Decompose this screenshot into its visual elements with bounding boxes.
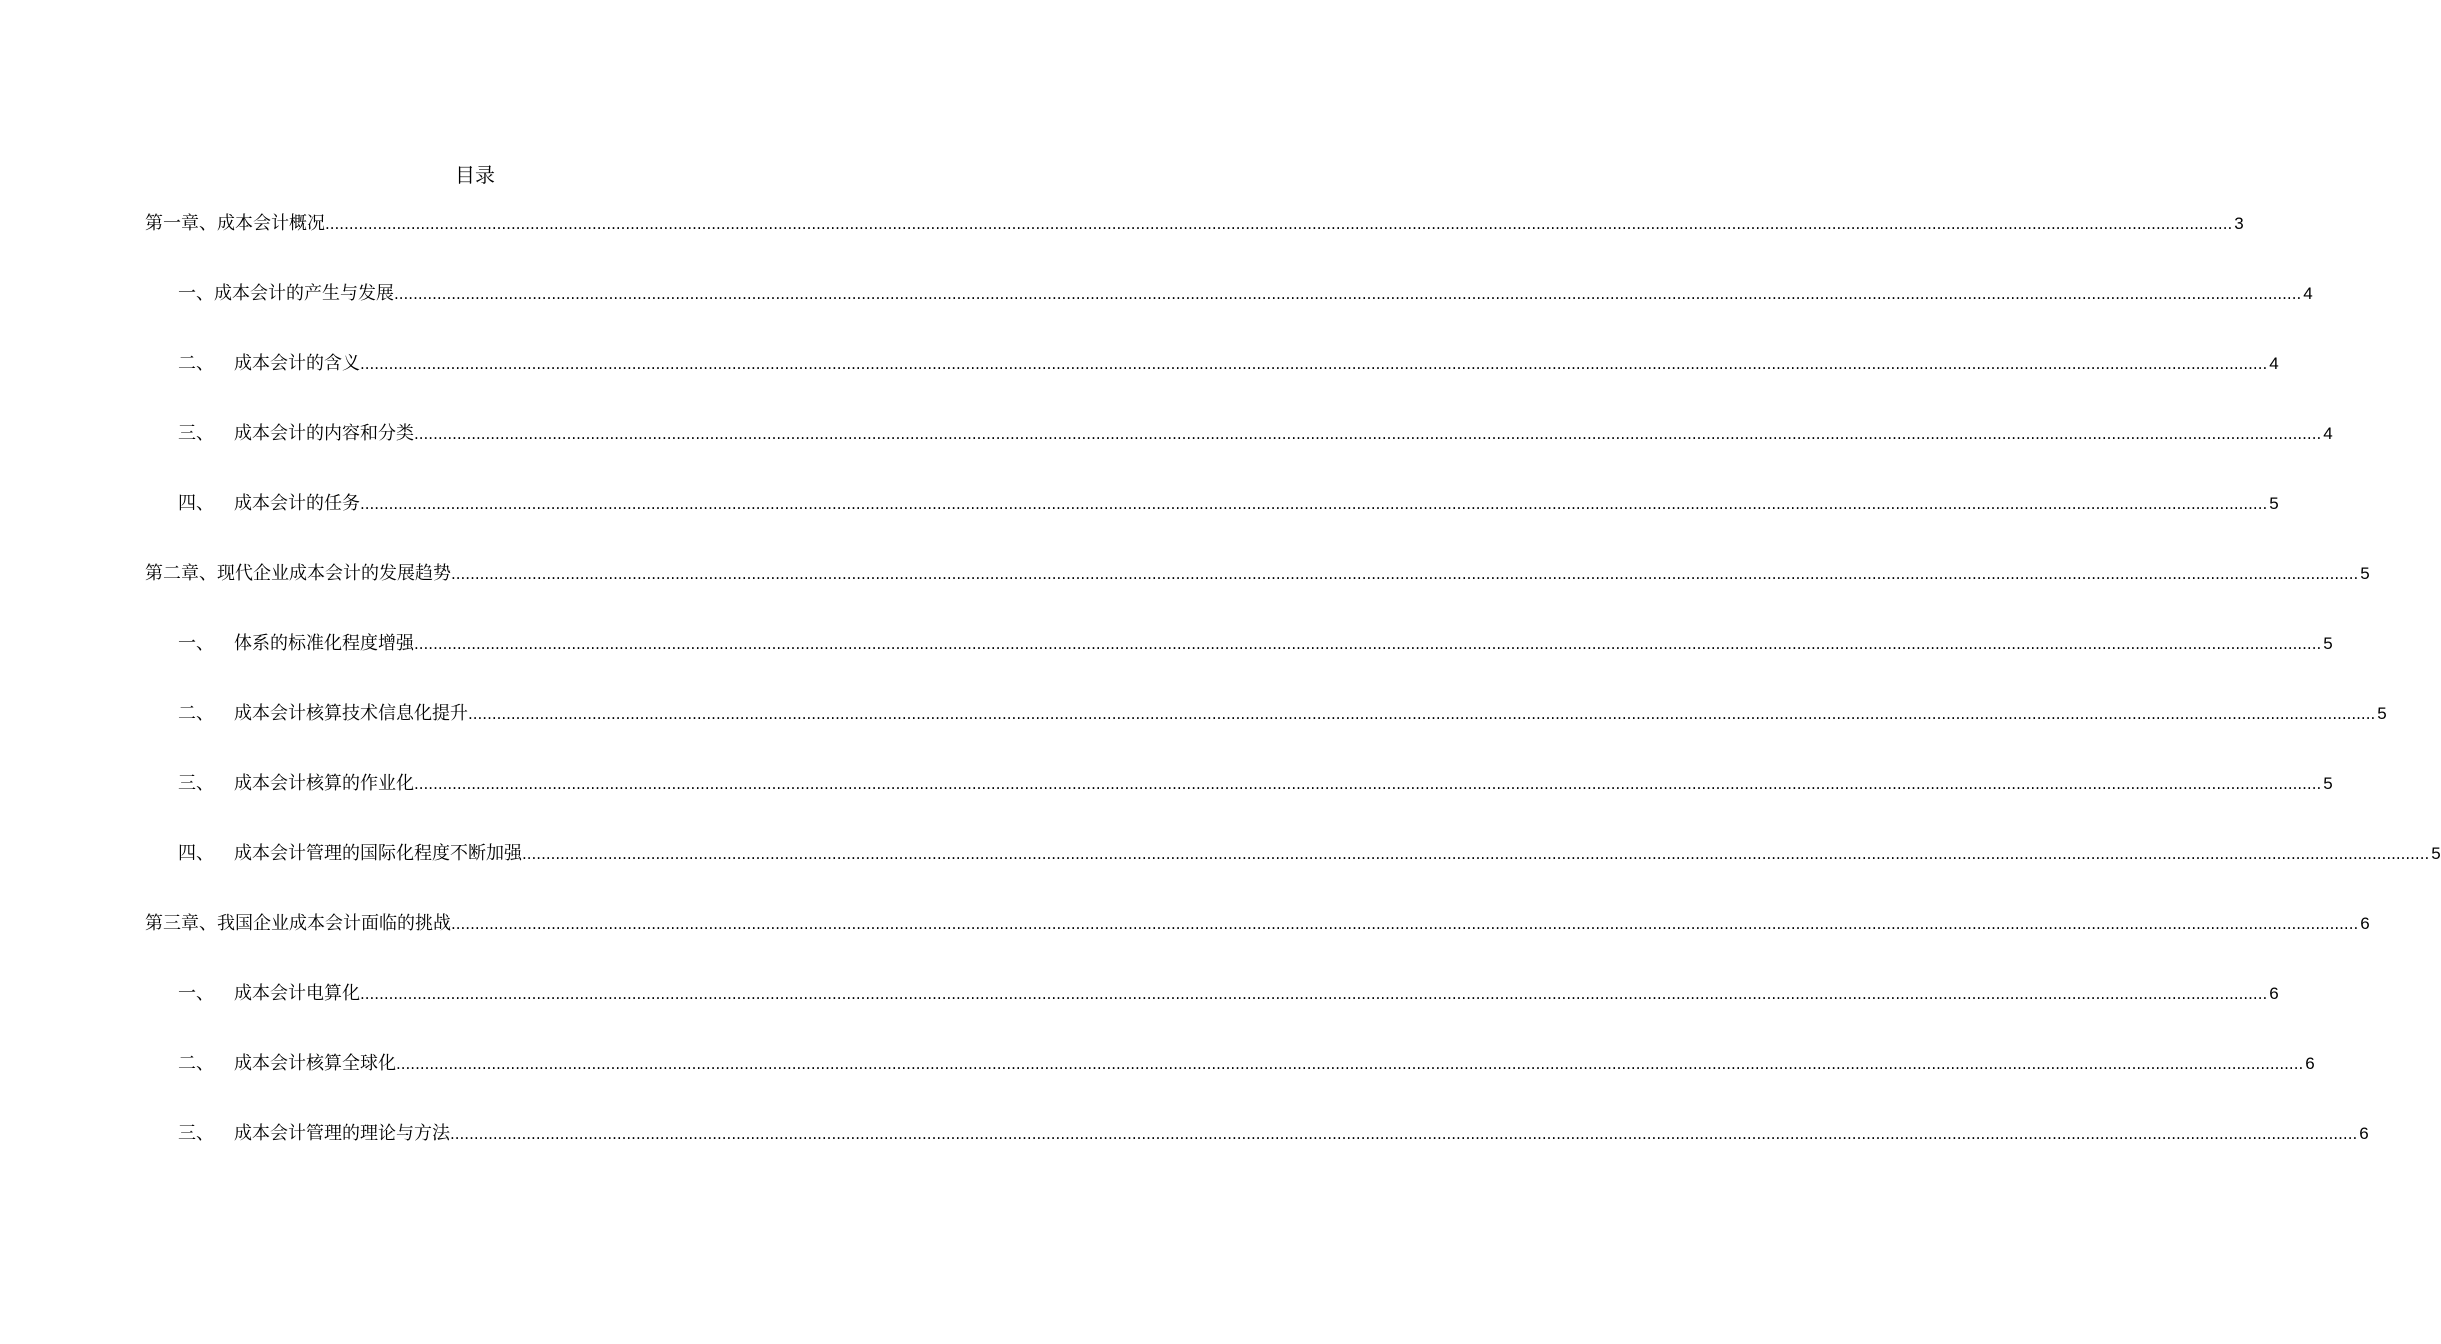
toc-entry-page-number: 5	[2360, 564, 2370, 583]
toc-entry[interactable]	[145, 837, 2441, 907]
toc-entry-label: 成本会计的任务	[234, 493, 360, 514]
toc-dot-leader: ................................................................................................................................................................................................................................................................................................................................................................................................................	[450, 1125, 2358, 1143]
toc-entry-label: 成本会计概况	[217, 213, 325, 234]
toc-entry-number: 一、	[178, 633, 214, 654]
toc-entry-label: 成本会计管理的国际化程度不断加强	[234, 843, 522, 864]
toc-entry[interactable]	[145, 697, 2387, 767]
toc-entry-page-number: 5	[2323, 634, 2333, 653]
toc-entry[interactable]	[145, 907, 2370, 977]
toc-entry[interactable]	[145, 557, 2370, 627]
toc-entry-number: 三、	[178, 423, 214, 444]
toc-dot-leader: ................................................................................................................................................................................................................................................................................................................................................................................................................	[396, 1055, 2304, 1073]
toc-entry-number: 四、	[178, 843, 214, 864]
toc-entry[interactable]	[145, 767, 2333, 837]
toc-entry-page-number: 6	[2305, 1054, 2315, 1073]
toc-entry-label: 我国企业成本会计面临的挑战	[217, 913, 451, 934]
toc-entry-label: 成本会计的内容和分类	[234, 423, 414, 444]
toc-entry-page-number: 4	[2269, 354, 2279, 373]
toc-entry-page-number: 4	[2323, 424, 2333, 443]
toc-dot-leader: ................................................................................................................................................................................................................................................................................................................................................................................................................	[394, 285, 2302, 303]
toc-entry[interactable]	[145, 977, 2279, 1047]
toc-entry-page-number: 6	[2269, 984, 2279, 1003]
toc-dot-leader: ................................................................................................................................................................................................................................................................................................................................................................................................................	[451, 565, 2359, 583]
toc-entry-number: 二、	[178, 703, 214, 724]
toc-entry-number: 第一章、	[145, 213, 217, 234]
toc-entry-page-number: 6	[2359, 1124, 2369, 1143]
toc-entry[interactable]	[145, 1047, 2315, 1117]
toc-dot-leader: ................................................................................................................................................................................................................................................................................................................................................................................................................	[360, 985, 2268, 1003]
toc-entry-page-number: 5	[2377, 704, 2387, 723]
toc-entry[interactable]	[145, 1117, 2369, 1187]
toc-entry-page-number: 4	[2303, 284, 2313, 303]
table-of-contents	[145, 207, 2441, 1187]
toc-dot-leader: ................................................................................................................................................................................................................................................................................................................................................................................................................	[414, 635, 2322, 653]
toc-entry-label: 成本会计核算技术信息化提升	[234, 703, 468, 724]
toc-dot-leader: ................................................................................................................................................................................................................................................................................................................................................................................................................	[414, 425, 2322, 443]
toc-entry-number: 三、	[178, 773, 214, 794]
toc-title: 目录	[455, 163, 495, 187]
toc-entry[interactable]	[145, 207, 2244, 277]
toc-entry-number: 第二章、	[145, 563, 217, 584]
toc-entry-label: 成本会计核算全球化	[234, 1053, 396, 1074]
toc-dot-leader: ................................................................................................................................................................................................................................................................................................................................................................................................................	[522, 845, 2430, 863]
toc-dot-leader: ................................................................................................................................................................................................................................................................................................................................................................................................................	[360, 495, 2268, 513]
toc-entry-number: 第三章、	[145, 913, 217, 934]
toc-entry-label: 成本会计电算化	[234, 983, 360, 1004]
toc-entry-page-number: 5	[2269, 494, 2279, 513]
toc-dot-leader: ................................................................................................................................................................................................................................................................................................................................................................................................................	[414, 775, 2322, 793]
toc-entry-label: 成本会计核算的作业化	[234, 773, 414, 794]
toc-entry[interactable]	[145, 627, 2333, 697]
toc-entry-label: 现代企业成本会计的发展趋势	[217, 563, 451, 584]
toc-entry-number: 二、	[178, 1053, 214, 1074]
toc-entry-label: 体系的标准化程度增强	[234, 633, 414, 654]
toc-entry[interactable]	[145, 487, 2279, 557]
toc-dot-leader: ................................................................................................................................................................................................................................................................................................................................................................................................................	[360, 355, 2268, 373]
toc-dot-leader: ................................................................................................................................................................................................................................................................................................................................................................................................................	[468, 705, 2376, 723]
toc-entry-number: 一、	[178, 283, 214, 304]
toc-entry-label: 成本会计的含义	[234, 353, 360, 374]
toc-dot-leader: ................................................................................................................................................................................................................................................................................................................................................................................................................	[325, 215, 2233, 233]
toc-entry-page-number: 5	[2323, 774, 2333, 793]
toc-entry-page-number: 3	[2234, 214, 2244, 233]
toc-entry[interactable]	[145, 417, 2333, 487]
toc-entry-number: 三、	[178, 1123, 214, 1144]
toc-entry-number: 二、	[178, 353, 214, 374]
toc-entry-number: 一、	[178, 983, 214, 1004]
toc-entry-number: 四、	[178, 493, 214, 514]
toc-entry-label: 成本会计的产生与发展	[214, 283, 394, 304]
toc-entry[interactable]	[145, 277, 2313, 347]
toc-entry[interactable]	[145, 347, 2279, 417]
toc-entry-page-number: 6	[2360, 914, 2370, 933]
toc-dot-leader: ................................................................................................................................................................................................................................................................................................................................................................................................................	[451, 915, 2359, 933]
toc-entry-page-number: 5	[2431, 844, 2441, 863]
toc-entry-label: 成本会计管理的理论与方法	[234, 1123, 450, 1144]
